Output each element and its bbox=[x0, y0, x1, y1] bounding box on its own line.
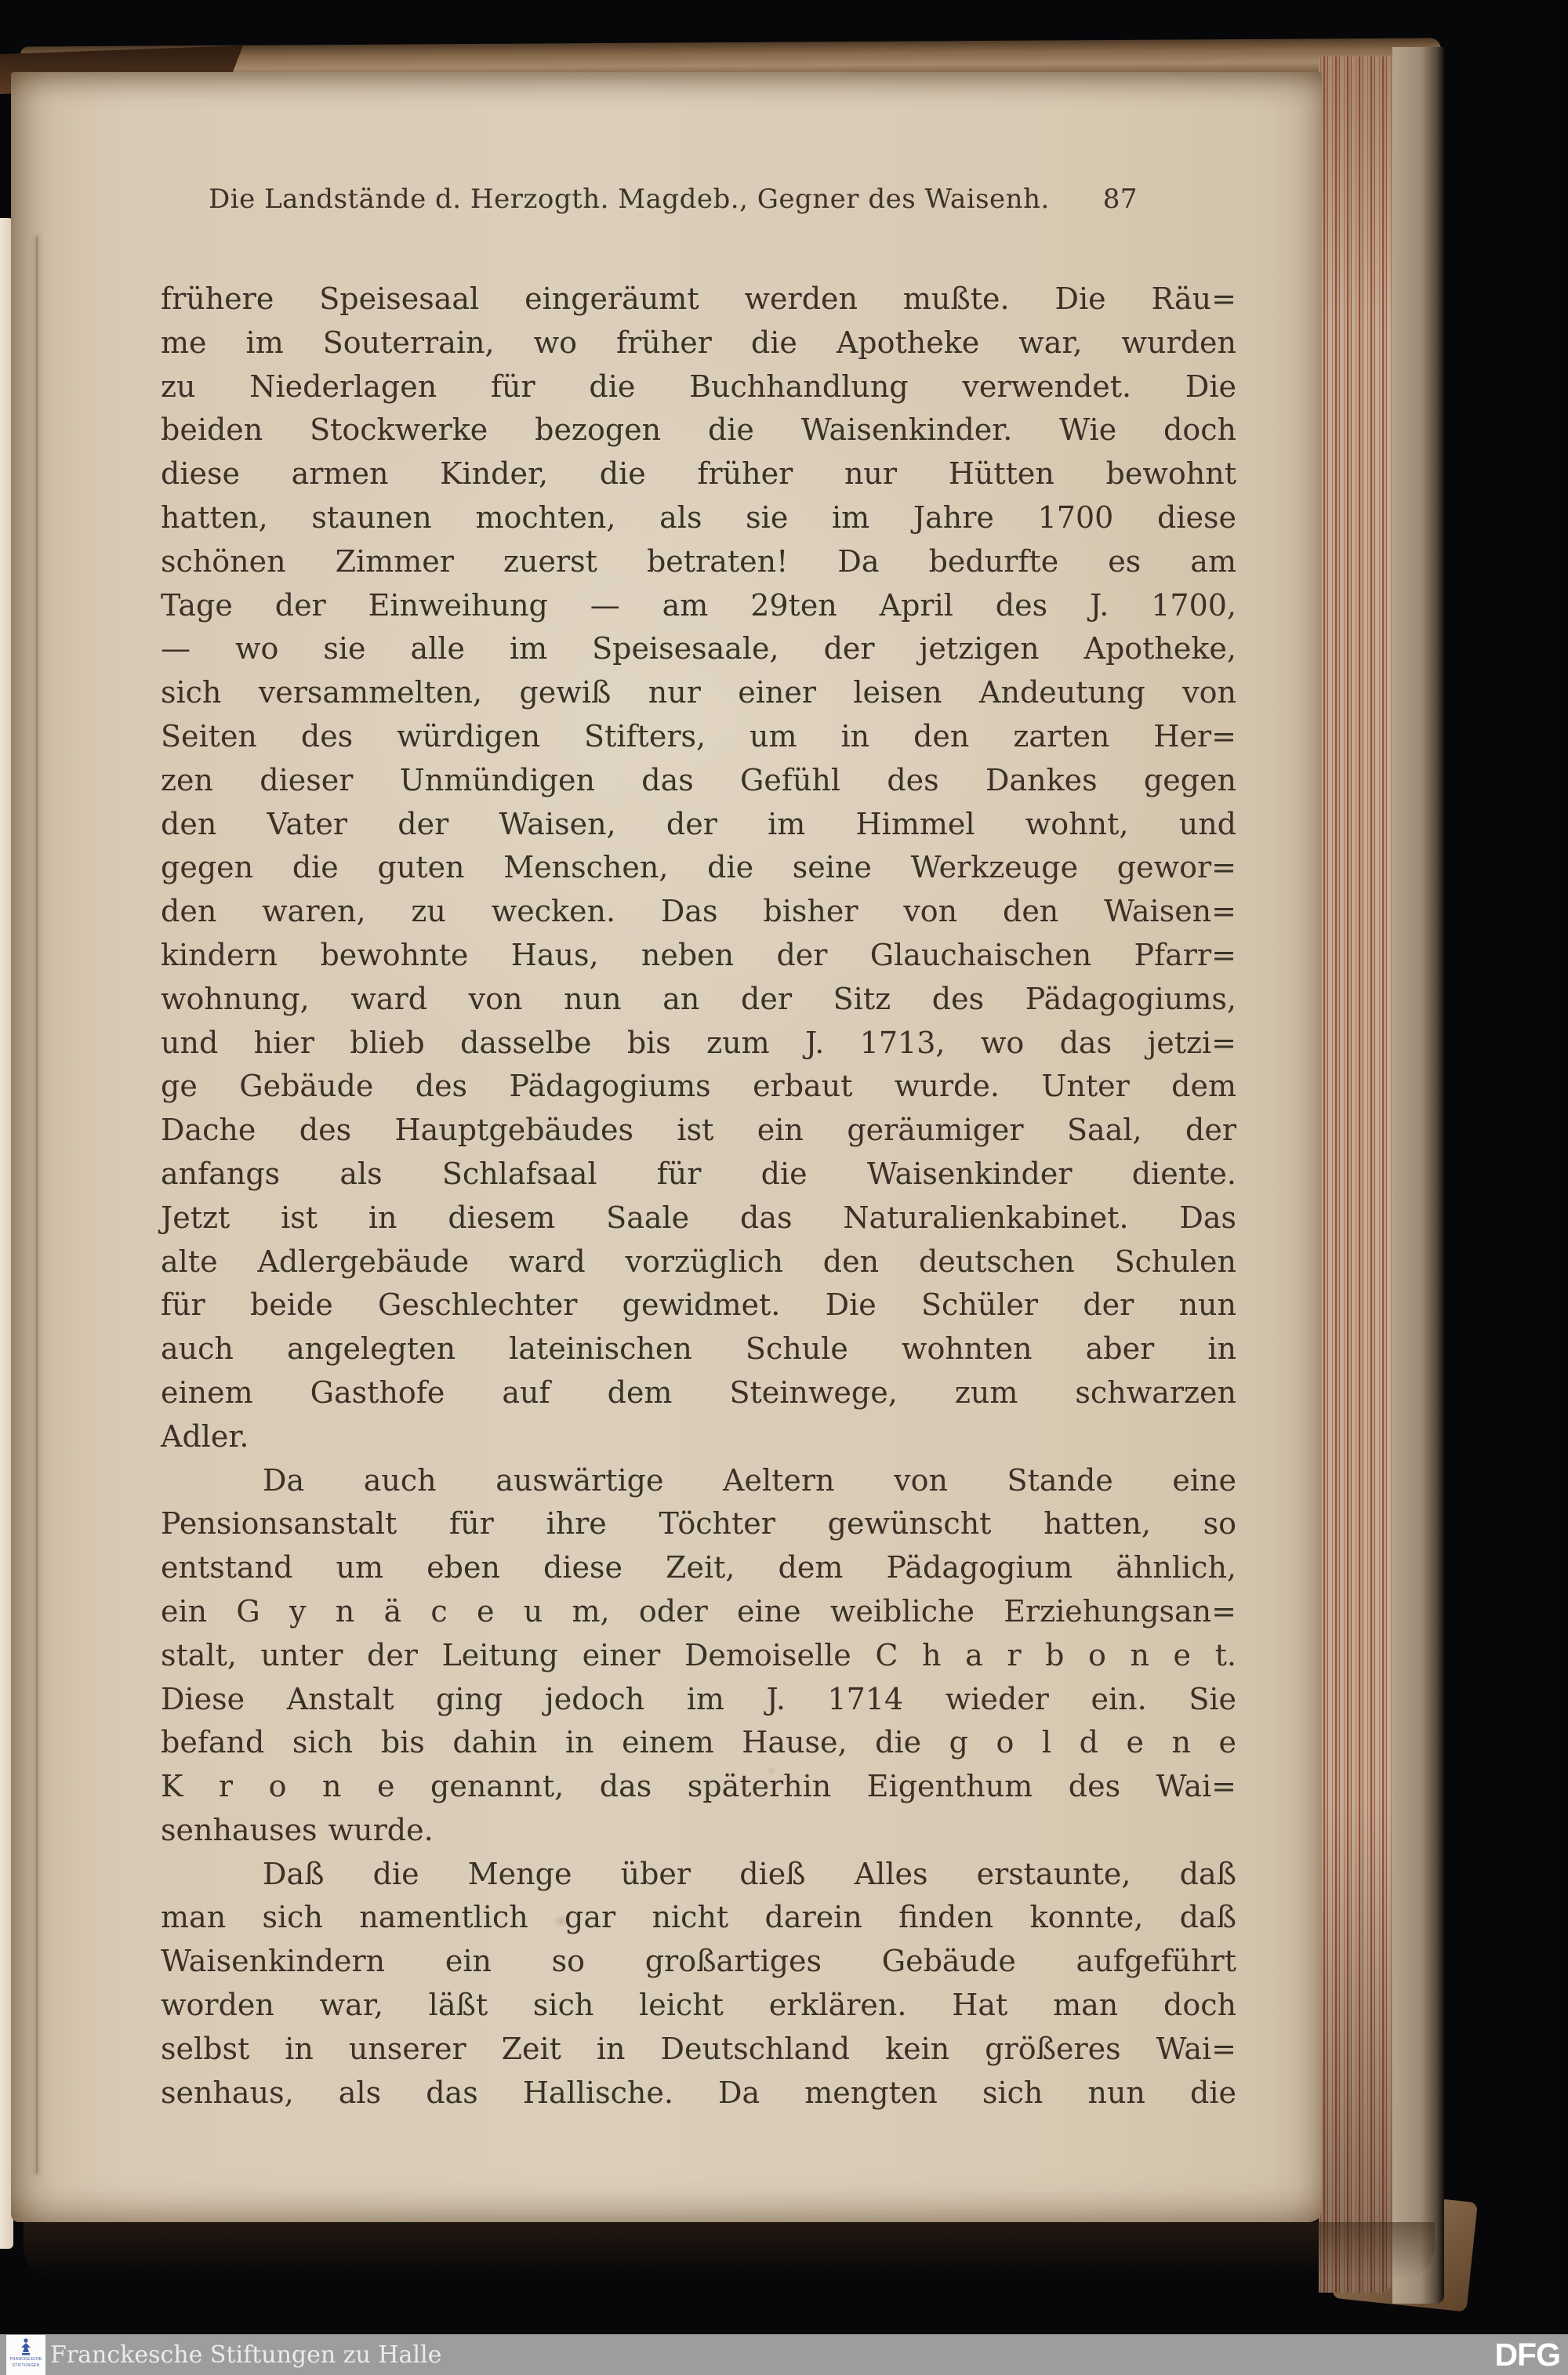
running-header-title: Die Landstände d. Herzogth. Magdeb., Gegner des Waisenh. bbox=[209, 183, 1050, 215]
page-number: 87 bbox=[1102, 183, 1138, 215]
text-line: schönen Zimmer zuerst betraten! Da bedurfte es am bbox=[161, 543, 1236, 579]
text-line: auch angelegten lateinischen Schule wohnten aber in bbox=[161, 1331, 1236, 1367]
text-line: ein G y n ä c e u m, oder eine weibliche Erziehungsan= bbox=[161, 1593, 1236, 1629]
running-header bbox=[209, 183, 1138, 215]
text-line: für beide Geschlechter gewidmet. Die Schüler der nun bbox=[161, 1287, 1236, 1323]
text-line: Adler. bbox=[161, 1418, 249, 1454]
text-line: Tage der Einweihung — am 29ten April des J. 1700, bbox=[161, 587, 1236, 623]
institution-name: Franckesche Stiftungen zu Halle bbox=[50, 2341, 442, 2369]
logo-caption-line2: STIFTUNGEN bbox=[12, 2362, 40, 2368]
text-line: selbst in unserer Zeit in Deutschland kein größeres Wai= bbox=[161, 2031, 1236, 2066]
text-line: Da auch auswärtige Aeltern von Stande eine bbox=[263, 1462, 1236, 1498]
text-line: stalt, unter der Leitung einer Demoiselle C h a r b o n e t. bbox=[161, 1637, 1236, 1672]
text-line: me im Souterrain, wo früher die Apotheke war, wurden bbox=[161, 325, 1236, 360]
text-block bbox=[161, 278, 1236, 2115]
text-line: Daß die Menge über dieß Alles erstaunte, daß bbox=[263, 1856, 1236, 1891]
page-gutter-fold bbox=[36, 237, 38, 2173]
text-line: einem Gasthofe auf dem Steinwege, zum schwarzen bbox=[161, 1375, 1236, 1410]
text-line: — wo sie alle im Speisesaale, der jetzigen Apotheke, bbox=[161, 631, 1236, 666]
text-line: beiden Stockwerke bezogen die Waisenkinder. Wie doch bbox=[161, 412, 1236, 448]
text-line: Dache des Hauptgebäudes ist ein geräumiger Saal, der bbox=[161, 1113, 1236, 1148]
text-line: senhauses wurde. bbox=[161, 1812, 434, 1847]
franckesche-stiftungen-logo bbox=[6, 2335, 45, 2375]
text-line: Seiten des würdigen Stifters, um in den zarten Her= bbox=[161, 718, 1236, 754]
text-line: worden war, läßt sich leicht erklären. Hat man doch bbox=[161, 1988, 1236, 2023]
text-line: entstand um eben diese Zeit, dem Pädagogium ähnlich, bbox=[161, 1550, 1236, 1585]
text-line: Diese Anstalt ging jedoch im J. 1714 wieder ein. Sie bbox=[161, 1681, 1236, 1716]
text-line: den waren, zu wecken. Das bisher von den Waisen= bbox=[161, 894, 1236, 929]
text-line: frühere Speisesaal eingeräumt werden mußte. Die Räu= bbox=[161, 281, 1236, 316]
text-line: wohnung, ward von nun an der Sitz des Pädagogiums, bbox=[161, 981, 1236, 1016]
text-line: zen dieser Unmündigen das Gefühl des Dankes gegen bbox=[161, 762, 1236, 797]
text-line: Waisenkindern ein so großartiges Gebäude aufgeführt bbox=[161, 1944, 1236, 1979]
text-line: den Vater der Waisen, der im Himmel wohnt, und bbox=[161, 806, 1236, 841]
book-page bbox=[11, 72, 1322, 2222]
text-line: befand sich bis dahin in einem Hause, die g o l d e n e bbox=[161, 1725, 1236, 1760]
text-line: man sich namentlich gar nicht darein finden konnte, daß bbox=[161, 1900, 1236, 1935]
book-cover-right-edge bbox=[1392, 47, 1444, 2304]
text-line: K r o n e genannt, das späterhin Eigenthum des Wai= bbox=[161, 1769, 1236, 1804]
dfg-logo: DFG bbox=[1494, 2337, 1560, 2373]
text-line: sich versammelten, gewiß nur einer leisen Andeutung von bbox=[161, 675, 1236, 710]
digitization-footer-bar bbox=[0, 2334, 1568, 2375]
book-bottom-shadow bbox=[24, 2222, 1435, 2279]
text-line: diese armen Kinder, die früher nur Hütten bewohnt bbox=[161, 456, 1236, 492]
text-line: senhaus, als das Hallische. Da mengten sich nun die bbox=[161, 2075, 1236, 2110]
text-line: hatten, staunen mochten, als sie im Jahre 1700 diese bbox=[161, 499, 1236, 535]
text-line: Jetzt ist in diesem Saale das Naturalienkabinet. Das bbox=[161, 1200, 1236, 1235]
text-line: Pensionsanstalt für ihre Töchter gewünscht hatten, so bbox=[161, 1506, 1236, 1542]
text-line: ge Gebäude des Pädagogiums erbaut wurde. Unter dem bbox=[161, 1069, 1236, 1104]
logo-caption-line1: FRANCKESCHE bbox=[9, 2357, 42, 2362]
stiftungen-emblem-icon bbox=[17, 2337, 34, 2356]
text-line: gegen die guten Menschen, die seine Werkzeuge gewor= bbox=[161, 850, 1236, 885]
text-line: kindern bewohnte Haus, neben der Glauchaischen Pfarr= bbox=[161, 937, 1236, 972]
text-line: alte Adlergebäude ward vorzüglich den deutschen Schulen bbox=[161, 1244, 1236, 1279]
text-line: und hier blieb dasselbe bis zum J. 1713, wo das jetzi= bbox=[161, 1025, 1236, 1060]
book-fore-edge-pages bbox=[1319, 56, 1394, 2293]
text-line: anfangs als Schlafsaal für die Waisenkinder diente. bbox=[161, 1156, 1236, 1191]
text-line: zu Niederlagen für die Buchhandlung verwendet. Die bbox=[161, 369, 1236, 404]
